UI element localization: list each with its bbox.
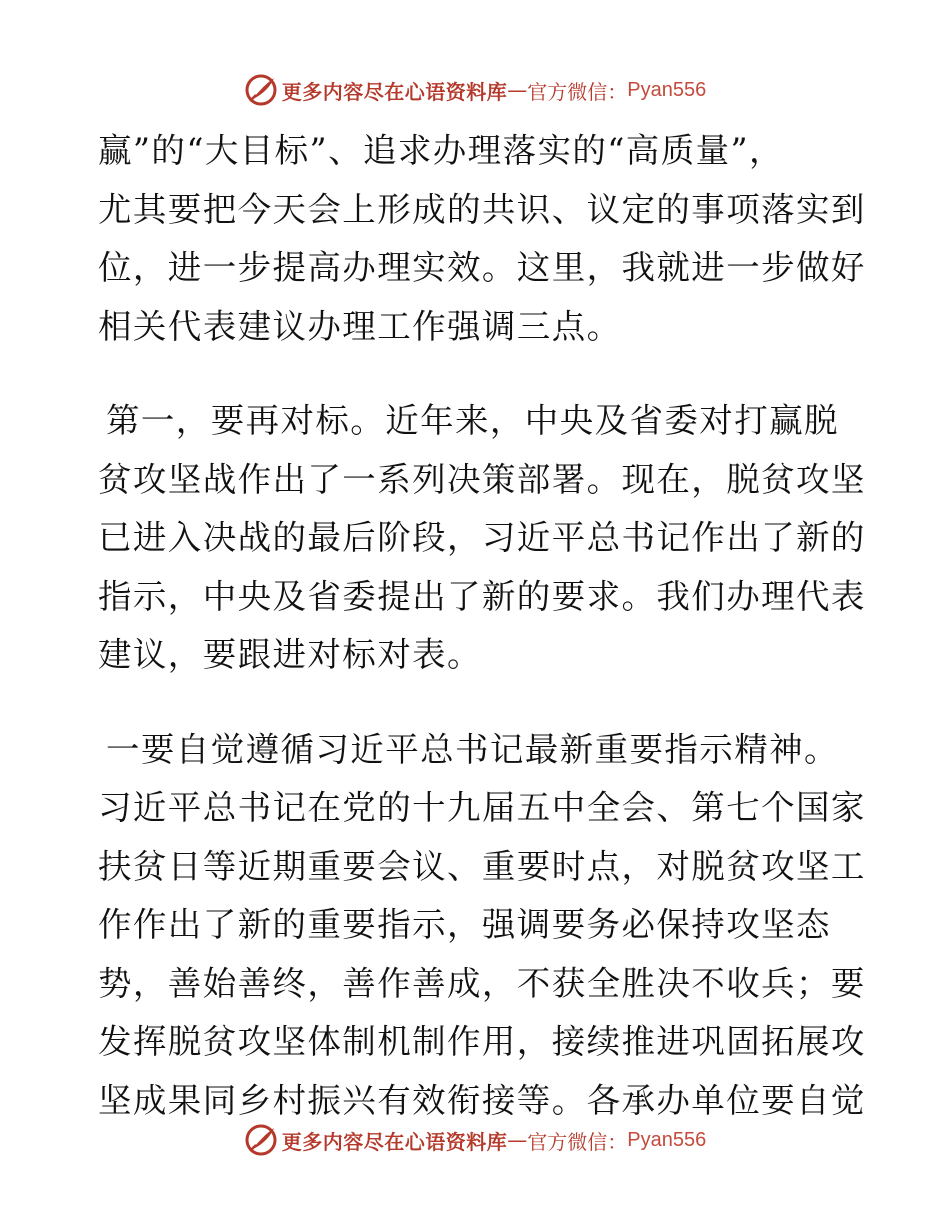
text-line: 发挥脱贫攻坚体制机制作用，接续推进巩固拓展攻 [98, 1022, 866, 1061]
text-line: 贫攻坚战作出了一系列决策部署。现在，脱贫攻坚 [98, 459, 866, 499]
header-banner-text: 更多内容尽在心语资料库 [281, 79, 508, 104]
text-line: 指示，中央及省委提出了新的要求。我们办理代表 [98, 576, 866, 616]
header-banner-dash: — [507, 78, 528, 102]
text-line: 作作出了新的重要指示，强调要务必保持攻坚态 [98, 905, 831, 944]
text-line: 习近平总书记在党的十九届五中全会、第七个国家 [98, 788, 866, 827]
document-body [98, 122, 866, 1130]
text-line: 建议，要跟进对标对表。 [98, 635, 482, 674]
text-line: 扶贫日等近期重要会议、重要时点，对脱贫攻坚工 [98, 846, 866, 886]
footer-banner [0, 1120, 950, 1160]
text-line: 坚成果同乡村振兴有效衔接等。各承办单位要自觉 [98, 1080, 866, 1120]
footer-wechat-id: Pyan556 [627, 1128, 707, 1151]
text-line: 势，善始善终，善作善成，不获全胜决不收兵；要 [98, 963, 866, 1003]
header-banner [0, 70, 950, 110]
footer-banner-text: 更多内容尽在心语资料库 [281, 1129, 508, 1154]
quill-logo-icon [244, 1123, 278, 1157]
paragraph-2 [98, 392, 866, 685]
header-wechat-label: 官方微信： [527, 79, 628, 104]
footer-banner-dash: — [507, 1128, 528, 1152]
quill-logo-icon [244, 73, 278, 107]
footer-wechat-label: 官方微信： [527, 1129, 628, 1154]
text-line: 赢”的“大目标”、追求办理落实的“高质量”， [98, 131, 784, 170]
text-line: 第一，要再对标。近年来，中央及省委对打赢脱 [106, 401, 839, 440]
text-line: 尤其要把今天会上形成的共识、议定的事项落实到 [98, 189, 866, 229]
text-line: 位，进一步提高办理实效。这里，我就进一步做好 [98, 248, 866, 287]
text-line: 一要自觉遵循习近平总书记最新重要指示精神。 [106, 729, 839, 769]
text-line: 相关代表建议办理工作强调三点。 [98, 306, 622, 346]
text-line: 已进入决战的最后阶段，习近平总书记作出了新的 [98, 518, 866, 557]
paragraph-3 [98, 721, 866, 1131]
header-wechat-id: Pyan556 [627, 78, 707, 101]
paragraph-1 [98, 122, 866, 356]
